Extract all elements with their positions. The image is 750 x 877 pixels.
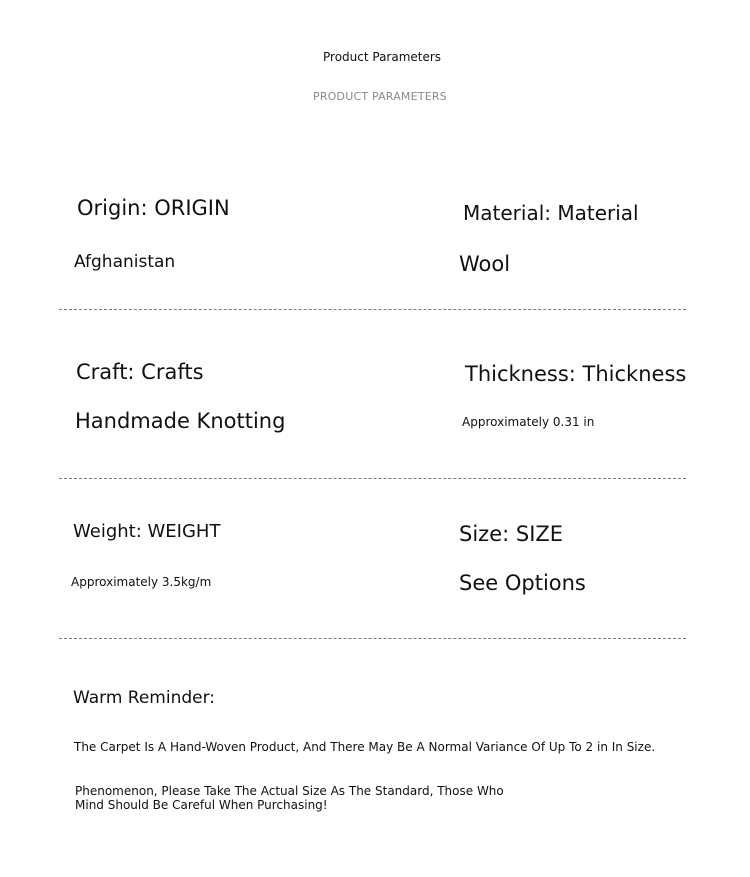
weight-value: Approximately 3.5kg/m <box>71 575 212 589</box>
craft-value: Handmade Knotting <box>75 409 286 433</box>
reminder-title: Warm Reminder: <box>73 688 216 708</box>
divider-1 <box>59 309 686 310</box>
craft-label: Craft: Crafts <box>76 360 204 384</box>
page-title: Product Parameters <box>323 50 442 64</box>
divider-2 <box>59 478 686 479</box>
size-value: See Options <box>459 571 586 595</box>
material-label: Material: Material <box>463 201 639 225</box>
divider-3 <box>59 638 686 639</box>
size-label: Size: SIZE <box>459 522 564 546</box>
page-subtitle: PRODUCT PARAMETERS <box>313 90 447 103</box>
material-value: Wool <box>459 252 511 276</box>
origin-value: Afghanistan <box>74 252 176 272</box>
weight-label: Weight: WEIGHT <box>73 521 221 542</box>
reminder-line-1: The Carpet Is A Hand-Woven Product, And There May Be A Normal Variance Of Up To 2 in In Size. <box>74 740 656 754</box>
origin-label: Origin: ORIGIN <box>77 196 230 220</box>
thickness-label: Thickness: Thickness <box>465 362 687 386</box>
thickness-value: Approximately 0.31 in <box>462 415 595 429</box>
reminder-line-2: Phenomenon, Please Take The Actual Size As The Standard, Those Who Mind Should Be Careful When Purchasing! <box>75 784 504 812</box>
